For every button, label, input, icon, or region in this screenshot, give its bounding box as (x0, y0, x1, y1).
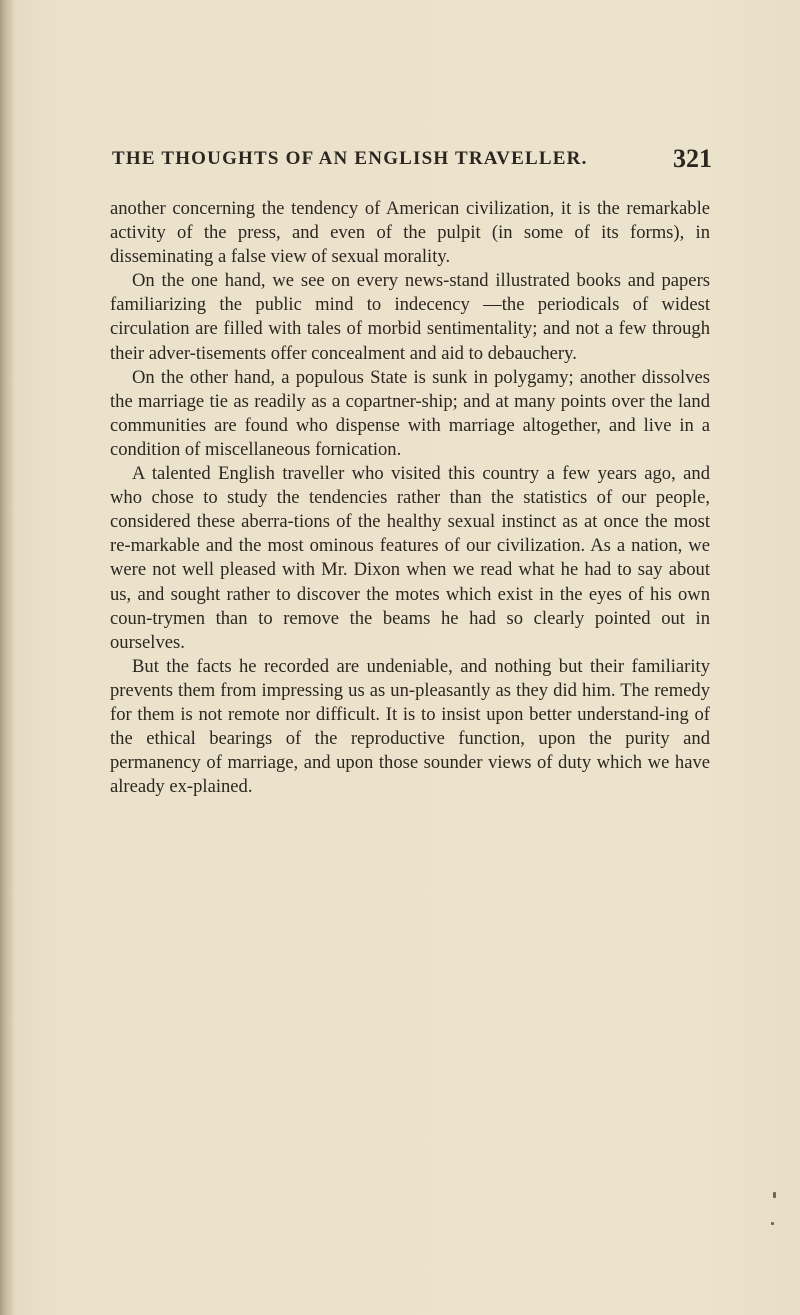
paragraph-5: But the facts he recorded are undeniable, and nothing but their familiarity prevents them from impressing us as un-pleasantly as they did him. The remedy for them is not remote nor difficult. It is to insist upon better understand-ing of the ethical bearings of the reproductive function, upon the purity and permanency of marriage, and upon those sounder views of duty which we have already ex-plained. (110, 655, 710, 798)
paper-speck (773, 1192, 776, 1198)
body-text (110, 197, 710, 799)
running-head: THE THOUGHTS OF AN ENGLISH TRAVELLER. (112, 148, 588, 169)
paragraph-2: On the one hand, we see on every news-stand illustrated books and papers familiarizing the public mind to indecency —the periodicals of widest circulation are filled with tales of morbid sentimentality; and not a few through their adver-tisements offer concealment and aid to debauchery. (110, 270, 710, 364)
paper-speck (771, 1222, 774, 1225)
page-header (112, 144, 712, 178)
spine-shadow (0, 0, 14, 1315)
paragraph-1: another concerning the tendency of American civilization, it is the remarkable activity of the press, and even of the pulpit (in some of its forms), in disseminating a false view of sexual morality. (110, 198, 710, 268)
paragraph-4: A talented English traveller who visited this country a few years ago, and who chose to study the tendencies rather than the statistics of our people, considered these aberra-tions of the healthy sexual instinct as at once the most re-markable and the most ominous features of our civilization. As a nation, we were not well pleased with Mr. Dixon when we read what he had to say about us, and sought rather to discover the motes which exist in the eyes of his own coun-trymen than to remove the beams he had so clearly pointed out in ourselves. (110, 463, 710, 653)
page-number: 321 (673, 144, 712, 173)
paragraph-3: On the other hand, a populous State is sunk in polygamy; another dissolves the marriage tie as readily as a copartner-ship; and at many points over the land communities are found who dispense with marriage altogether, and live in a condition of miscellaneous fornication. (110, 366, 710, 460)
